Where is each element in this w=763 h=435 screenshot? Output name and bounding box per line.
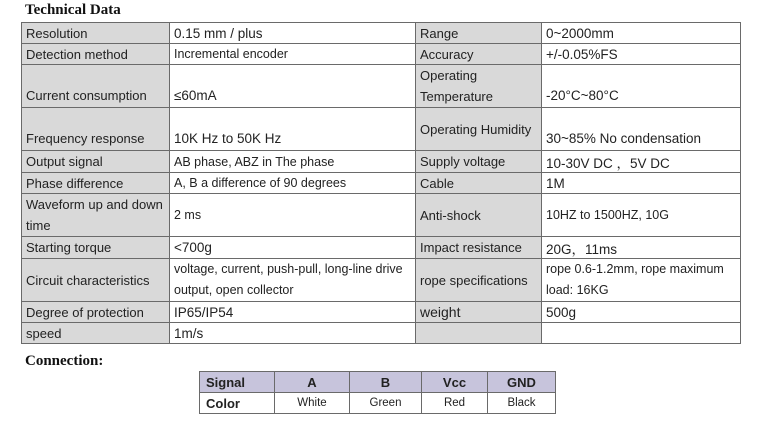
connection-cell: Green [350, 393, 422, 414]
connection-header-cell: Signal [200, 372, 275, 393]
table-row [22, 23, 741, 44]
spec-label-text: Operating Humidity [420, 121, 532, 137]
spec-label: Range [416, 23, 542, 44]
spec-label: Output signal [22, 151, 170, 173]
spec-value: 20G，11ms [542, 237, 741, 259]
spec-label: Degree of protection [22, 302, 170, 323]
spec-value: 10K Hz to 50K Hz [170, 108, 416, 151]
spec-label: Current consumption [22, 65, 170, 108]
spec-label: Supply voltage [416, 151, 542, 173]
table-row [22, 44, 741, 65]
table-row [22, 323, 741, 344]
table-row [22, 151, 741, 173]
spec-label-text: rope specifications [420, 272, 528, 288]
table-row [22, 65, 741, 108]
spec-label [416, 259, 542, 302]
spec-value [170, 259, 416, 302]
spec-label: Resolution [22, 23, 170, 44]
connection-table [199, 371, 556, 414]
spec-value: IP65/IP54 [170, 302, 416, 323]
table-row [22, 259, 741, 302]
table-row [200, 393, 556, 414]
connection-header-cell: B [350, 372, 422, 393]
spec-label [22, 194, 170, 237]
connection-title: Connection: [25, 353, 104, 369]
spec-label: Phase difference [22, 173, 170, 194]
table-row [22, 237, 741, 259]
spec-value [542, 259, 741, 302]
table-row [22, 108, 741, 151]
spec-value: A, B a difference of 90 degrees [170, 173, 416, 194]
spec-value: 10HZ to 1500HZ, 10G [542, 194, 741, 237]
spec-label-text: Operating Temperature [420, 68, 493, 104]
spec-value: <700g [170, 237, 416, 259]
spec-value: 0~2000mm [542, 23, 741, 44]
table-row [22, 302, 741, 323]
connection-cell: Color [200, 393, 275, 414]
spec-label: Starting torque [22, 237, 170, 259]
spec-label: Cable [416, 173, 542, 194]
table-row [22, 173, 741, 194]
table-row [22, 194, 741, 237]
spec-label: speed [22, 323, 170, 344]
spec-label [416, 323, 542, 344]
spec-value: +/-0.05%FS [542, 44, 741, 65]
table-row [200, 372, 556, 393]
spec-value: Incremental encoder [170, 44, 416, 65]
connection-cell: Black [488, 393, 556, 414]
spec-value: 2 ms [170, 194, 416, 237]
spec-value: ≤60mA [170, 65, 416, 108]
spec-value: 500g [542, 302, 741, 323]
spec-label: Anti-shock [416, 194, 542, 237]
spec-label: Impact resistance [416, 237, 542, 259]
connection-header-cell: A [275, 372, 350, 393]
spec-label [416, 108, 542, 151]
spec-value: 0.15 mm / plus [170, 23, 416, 44]
spec-label: Circuit characteristics [22, 259, 170, 302]
connection-header-cell: GND [488, 372, 556, 393]
spec-label-text: Waveform up and down time [26, 197, 163, 233]
spec-value: 10-30V DC ，5V DC [542, 151, 741, 173]
spec-label: Detection method [22, 44, 170, 65]
spec-value-text: voltage, current, push-pull, long-line drive output, open collector [174, 262, 403, 297]
spec-value: AB phase, ABZ in The phase [170, 151, 416, 173]
connection-cell: Red [422, 393, 488, 414]
spec-label: Accuracy [416, 44, 542, 65]
spec-value: -20°C~80°C [542, 65, 741, 108]
spec-value-text: rope 0.6-1.2mm, rope maximum load: 16KG [546, 262, 724, 297]
spec-label: Frequency response [22, 108, 170, 151]
spec-value: 1m/s [170, 323, 416, 344]
spec-value [542, 323, 741, 344]
technical-data-title: Technical Data [25, 2, 121, 18]
connection-header-cell: Vcc [422, 372, 488, 393]
technical-data-table [21, 22, 741, 344]
spec-value: 1M [542, 173, 741, 194]
spec-label [416, 65, 542, 108]
spec-value: 30~85% No condensation [542, 108, 741, 151]
connection-cell: White [275, 393, 350, 414]
spec-label: weight [416, 302, 542, 323]
